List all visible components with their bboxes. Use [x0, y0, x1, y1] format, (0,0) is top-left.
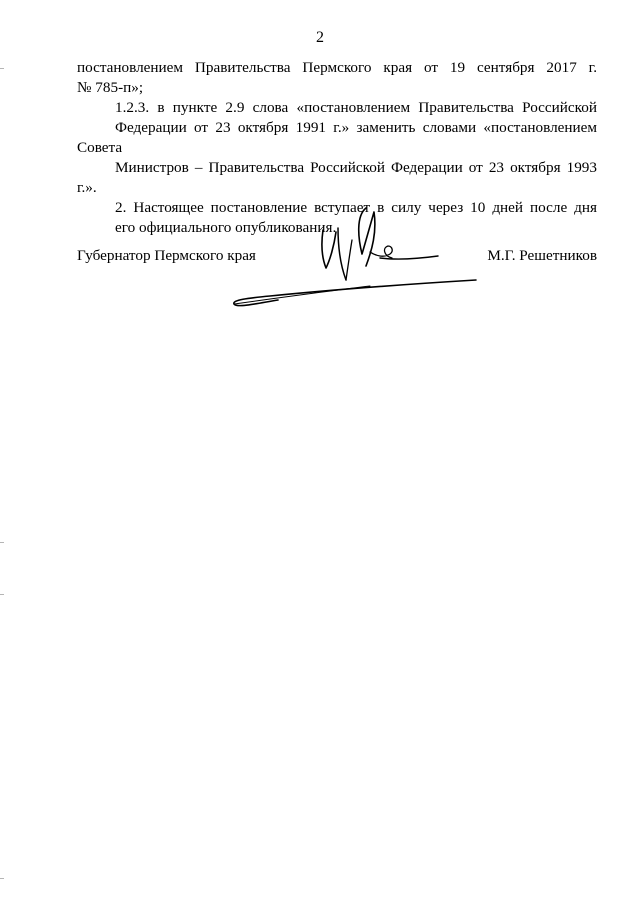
text-line: постановлением Правительства Пермского края от 19 сентября 2017 г. [77, 59, 597, 76]
paragraph-continuation [77, 58, 597, 98]
text-line: Федерации от 23 октября 1991 г.» заменить словами «постановлением Совета [77, 119, 597, 156]
text-line: № 785-п»; [77, 79, 144, 96]
page-number: 2 [316, 29, 324, 46]
paragraph-item-1-2-3 [77, 98, 597, 198]
scan-edge-mark [0, 68, 4, 69]
text-line: 1.2.3. в пункте 2.9 слова «постановлением Правительства Российской [115, 99, 597, 116]
signatory-title: Губернатор Пермского края [77, 247, 256, 264]
handwritten-signature [220, 196, 500, 316]
scan-edge-mark [0, 594, 4, 595]
scan-edge-mark [0, 542, 4, 543]
text-line: его официального опубликования. [115, 219, 337, 236]
signatory-name: М.Г. Решетников [487, 247, 597, 264]
text-line: Министров – Правительства Российской Федерации от 23 октября 1993 г.». [77, 159, 597, 196]
scan-edge-mark [0, 878, 4, 879]
text-line: 2. Настоящее постановление вступает в силу через 10 дней после дня [115, 199, 597, 216]
